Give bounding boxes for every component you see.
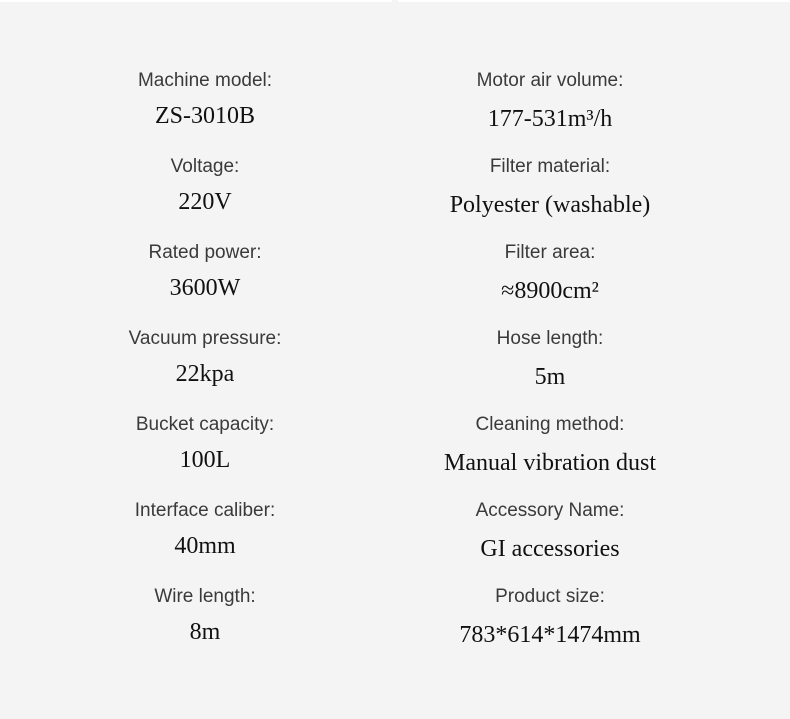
spec-value: 40mm	[174, 533, 236, 559]
spec-cleaning-method	[380, 414, 720, 477]
spec-hose-length	[380, 328, 720, 391]
spec-label: Bucket capacity:	[135, 414, 275, 435]
spec-value: GI accessories	[480, 536, 620, 562]
spec-label: Voltage:	[170, 156, 240, 177]
spec-filter-area	[380, 242, 720, 305]
spec-label: Wire length:	[154, 586, 256, 607]
spec-accessory-name	[380, 500, 720, 563]
spec-product-size	[380, 586, 720, 649]
spec-label: Motor air volume:	[476, 70, 624, 91]
spec-value: 100L	[179, 447, 231, 473]
spec-rated-power	[35, 242, 375, 302]
spec-label: Machine model:	[137, 70, 273, 91]
top-divider-right	[398, 0, 790, 2]
spec-value: Polyester (washable)	[449, 192, 651, 218]
spec-value: 8m	[189, 619, 221, 645]
spec-interface-caliber	[35, 500, 375, 560]
spec-value: 5m	[534, 364, 566, 390]
spec-filter-material	[380, 156, 720, 219]
spec-motor-air-volume	[380, 70, 720, 133]
spec-label: Product size:	[495, 586, 605, 607]
spec-vacuum-pressure	[35, 328, 375, 388]
spec-label: Accessory Name:	[475, 500, 625, 521]
spec-label: Filter area:	[504, 242, 596, 263]
spec-value: 783*614*1474mm	[459, 622, 641, 648]
top-divider-left	[0, 0, 392, 2]
spec-label: Cleaning method:	[475, 414, 625, 435]
spec-machine-model	[35, 70, 375, 130]
spec-value: ≈8900cm²	[501, 278, 599, 304]
spec-label: Hose length:	[496, 328, 604, 349]
spec-label: Vacuum pressure:	[128, 328, 282, 349]
spec-voltage	[35, 156, 375, 216]
spec-label: Rated power:	[148, 242, 262, 263]
spec-label: Filter material:	[489, 156, 611, 177]
spec-value: Manual vibration dust	[444, 450, 656, 476]
spec-value: 22kpa	[175, 361, 235, 387]
spec-wire-length	[35, 586, 375, 646]
spec-value: ZS-3010B	[154, 103, 255, 129]
spec-value: 220V	[178, 189, 232, 215]
spec-value: 177-531m³/h	[487, 106, 613, 132]
spec-label: Interface caliber:	[134, 500, 276, 521]
spec-bucket-capacity	[35, 414, 375, 474]
spec-value: 3600W	[169, 275, 241, 301]
